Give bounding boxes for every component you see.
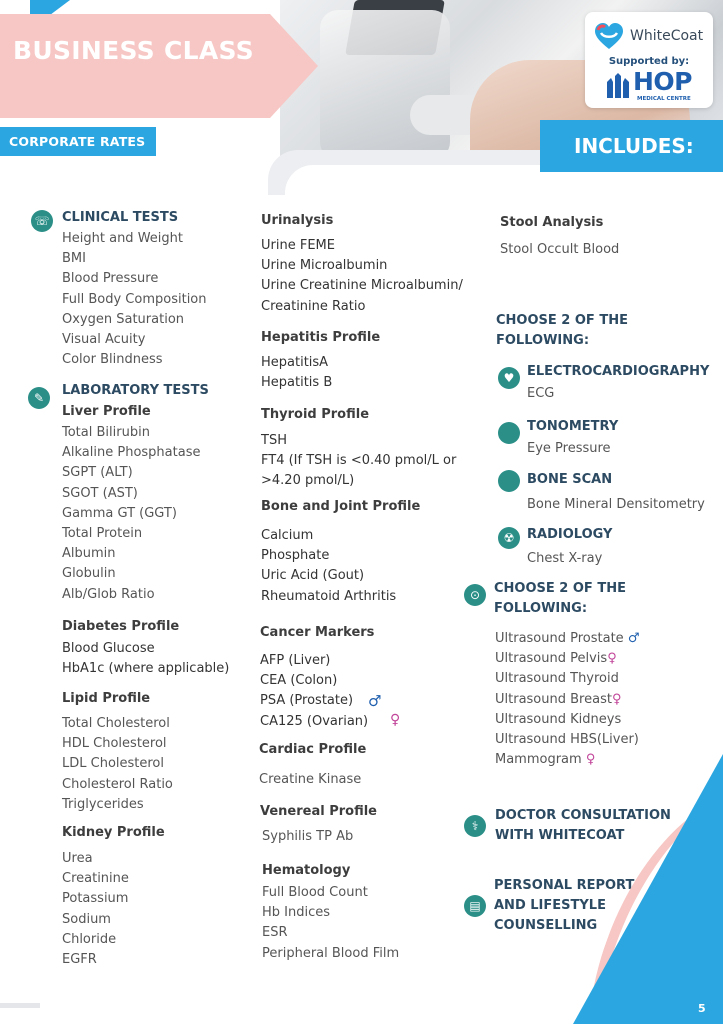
choose-two-heading-2-line2: FOLLOWING: xyxy=(494,601,588,616)
laboratory-tests-title: LABORATORY TESTS xyxy=(62,383,209,398)
list-item: HbA1c (where applicable) xyxy=(62,661,230,677)
radiology-title: RADIOLOGY xyxy=(527,527,613,542)
list-item: ESR xyxy=(262,925,288,941)
female-symbol-icon: ♀ xyxy=(585,752,596,768)
hands-logo-icon xyxy=(603,72,633,100)
list-item: CA125 (Ovarian) xyxy=(260,713,369,729)
list-item: Potassium xyxy=(62,891,129,907)
list-item: LDL Cholesterol xyxy=(62,756,165,772)
choose-two-heading-1: CHOOSE 2 OF THE xyxy=(496,313,628,328)
electrocardiography-title: ELECTROCARDIOGRAPHY xyxy=(527,364,710,379)
list-item: HDL Cholesterol xyxy=(62,736,167,752)
clinical-tests-title: CLINICAL TESTS xyxy=(62,210,179,225)
partner-name: HOP xyxy=(633,67,692,96)
list-item: Calcium xyxy=(261,528,314,543)
list-item: Creatine Kinase xyxy=(259,772,362,787)
doctor-consultation-title-line2: WITH WHITECOAT xyxy=(495,828,625,843)
female-symbol-icon: ♀ xyxy=(611,691,622,707)
pencil-icon: ✎ xyxy=(28,387,50,409)
stethoscope-icon: ☏ xyxy=(31,210,53,232)
cardiac-profile-title: Cardiac Profile xyxy=(259,742,367,757)
chest-xray-item: Chest X-ray xyxy=(527,551,603,566)
includes-heading: INCLUDES: xyxy=(540,120,723,172)
lipid-profile-list xyxy=(62,714,173,815)
thyroid-profile-list xyxy=(261,431,456,492)
corporate-rates-tag: CORPORATE RATES xyxy=(0,127,156,156)
urinalysis-list xyxy=(261,236,463,317)
urinalysis-title: Urinalysis xyxy=(261,213,334,228)
list-item: Hb Indices xyxy=(262,905,331,921)
eye-pressure-item: Eye Pressure xyxy=(527,441,611,456)
brand-name: WhiteCoat xyxy=(630,28,704,44)
doctor-consultation-title: DOCTOR CONSULTATION xyxy=(495,808,671,823)
list-item: Color Blindness xyxy=(62,352,163,368)
supported-by-label: Supported by: xyxy=(608,56,690,67)
personal-report-title-line2: AND LIFESTYLE xyxy=(494,898,606,913)
list-item: Ultrasound Kidneys xyxy=(495,711,622,727)
venereal-profile-list xyxy=(262,827,353,847)
list-item: Visual Acuity xyxy=(62,332,146,348)
list-item: Total Protein xyxy=(62,526,143,542)
ultrasound-list xyxy=(495,629,639,770)
list-item: Ultrasound Breast♀ xyxy=(495,691,622,707)
list-item: Blood Glucose xyxy=(62,641,155,656)
ecg-item: ECG xyxy=(527,386,555,401)
list-item: Urine Microalbumin xyxy=(261,258,388,274)
bone-scan-title: BONE SCAN xyxy=(527,472,613,487)
female-symbol-icon: ♀ xyxy=(607,651,617,667)
list-item: Chloride xyxy=(62,931,117,947)
liver-profile-title: Liver Profile xyxy=(62,404,151,419)
hepatitis-profile-title: Hepatitis Profile xyxy=(261,330,381,345)
list-item: FT4 (If TSH is <0.40 pmol/L or xyxy=(261,453,457,469)
male-symbol-icon: ♂ xyxy=(627,631,640,646)
list-item: Ultrasound Pelvis♀ xyxy=(495,651,617,667)
personal-report-title-line3: COUNSELLING xyxy=(494,918,598,933)
list-item: Alb/Glob Ratio xyxy=(62,586,155,602)
list-item: Hepatitis B xyxy=(261,375,333,391)
list-item: Rheumatoid Arthritis xyxy=(261,588,397,604)
list-item: Triglycerides xyxy=(62,796,144,812)
list-item: Albumin xyxy=(62,546,116,562)
list-item: BMI xyxy=(62,251,86,267)
stethoscope-icon: ⚕ xyxy=(464,815,486,837)
heart-logo-icon xyxy=(594,22,624,52)
whitecoat-logo xyxy=(585,12,713,108)
bottom-bar xyxy=(0,1003,40,1008)
list-item: Creatinine Ratio xyxy=(261,298,366,314)
radiation-icon: ☢ xyxy=(498,527,520,549)
list-item: Urine FEME xyxy=(261,238,335,253)
list-item: PSA (Prostate) xyxy=(260,693,354,709)
bone-densitometry-item: Bone Mineral Densitometry xyxy=(527,497,705,512)
clinical-tests-list xyxy=(62,229,207,370)
kidney-profile-title: Kidney Profile xyxy=(62,825,165,840)
thyroid-profile-title: Thyroid Profile xyxy=(261,407,370,422)
list-item: Syphilis TP Ab xyxy=(262,829,354,844)
cardiac-profile-list xyxy=(259,770,361,790)
heart-icon: ♥ xyxy=(498,367,520,389)
bone-icon xyxy=(498,470,520,492)
diabetes-profile-title: Diabetes Profile xyxy=(62,619,180,634)
title-banner xyxy=(0,14,318,118)
hematology-title: Hematology xyxy=(262,863,351,878)
venereal-profile-title: Venereal Profile xyxy=(260,804,377,819)
female-symbol-icon: ♀ xyxy=(390,712,401,728)
list-item: Full Blood Count xyxy=(262,885,368,900)
list-item: >4.20 pmol/L) xyxy=(261,473,355,489)
kidney-profile-list xyxy=(62,849,129,970)
list-item: Stool Occult Blood xyxy=(500,242,620,257)
list-item: Oxygen Saturation xyxy=(62,311,185,327)
hematology-list xyxy=(262,883,399,964)
list-item: Ultrasound Prostate ♂ xyxy=(495,631,640,646)
list-item: Ultrasound Thyroid xyxy=(495,671,619,687)
list-item: Full Body Composition xyxy=(62,291,207,307)
bone-joint-profile-title: Bone and Joint Profile xyxy=(261,499,421,514)
list-item: Uric Acid (Gout) xyxy=(261,568,365,584)
partner-subtitle: MEDICAL CENTRE xyxy=(637,96,691,102)
list-item: Alkaline Phosphatase xyxy=(62,445,201,461)
personal-report-title: PERSONAL REPORT xyxy=(494,878,635,893)
bone-joint-profile-list xyxy=(261,526,396,607)
lipid-profile-title: Lipid Profile xyxy=(62,691,151,706)
stool-analysis-list xyxy=(500,240,619,260)
page-title: BUSINESS CLASS xyxy=(13,36,254,65)
page-number: 5 xyxy=(698,1002,706,1015)
list-item: SGOT (AST) xyxy=(62,485,138,501)
stool-analysis-title: Stool Analysis xyxy=(500,215,604,230)
list-item: CEA (Colon) xyxy=(260,673,338,689)
list-item: Height and Weight xyxy=(62,231,183,246)
choose-two-heading-2: CHOOSE 2 OF THE xyxy=(494,581,626,596)
list-item: Ultrasound HBS(Liver) xyxy=(495,732,639,748)
list-item: Mammogram ♀ xyxy=(495,752,596,768)
list-item: AFP (Liver) xyxy=(260,653,331,668)
list-item: HepatitisA xyxy=(261,355,329,370)
diabetes-profile-list xyxy=(62,639,229,679)
list-item: Blood Pressure xyxy=(62,271,159,287)
cancer-markers-title: Cancer Markers xyxy=(260,625,375,640)
list-item: SGPT (ALT) xyxy=(62,465,133,481)
list-item: Gamma GT (GGT) xyxy=(62,505,177,521)
ultrasound-icon: ⊙ xyxy=(464,584,486,606)
list-item: TSH xyxy=(261,433,287,448)
report-icon: ▤ xyxy=(464,895,486,917)
cancer-markers-list xyxy=(260,651,368,732)
list-item: Sodium xyxy=(62,911,111,927)
choose-two-heading-1-line2: FOLLOWING: xyxy=(496,333,590,348)
male-symbol-icon: ♂ xyxy=(368,692,382,710)
eye-icon xyxy=(498,422,520,444)
list-item: Cholesterol Ratio xyxy=(62,776,173,792)
list-item: Peripheral Blood Film xyxy=(262,945,400,961)
list-item: Phosphate xyxy=(261,548,330,564)
list-item: Creatinine xyxy=(62,871,129,887)
list-item: Total Bilirubin xyxy=(62,425,150,440)
hepatitis-profile-list xyxy=(261,353,332,393)
list-item: EGFR xyxy=(62,952,97,968)
list-item: Urine Creatinine Microalbumin/ xyxy=(261,278,463,294)
list-item: Total Cholesterol xyxy=(62,716,170,731)
list-item: Globulin xyxy=(62,566,116,582)
tonometry-title: TONOMETRY xyxy=(527,419,619,434)
liver-profile-list xyxy=(62,423,200,605)
list-item: Urea xyxy=(62,851,93,866)
